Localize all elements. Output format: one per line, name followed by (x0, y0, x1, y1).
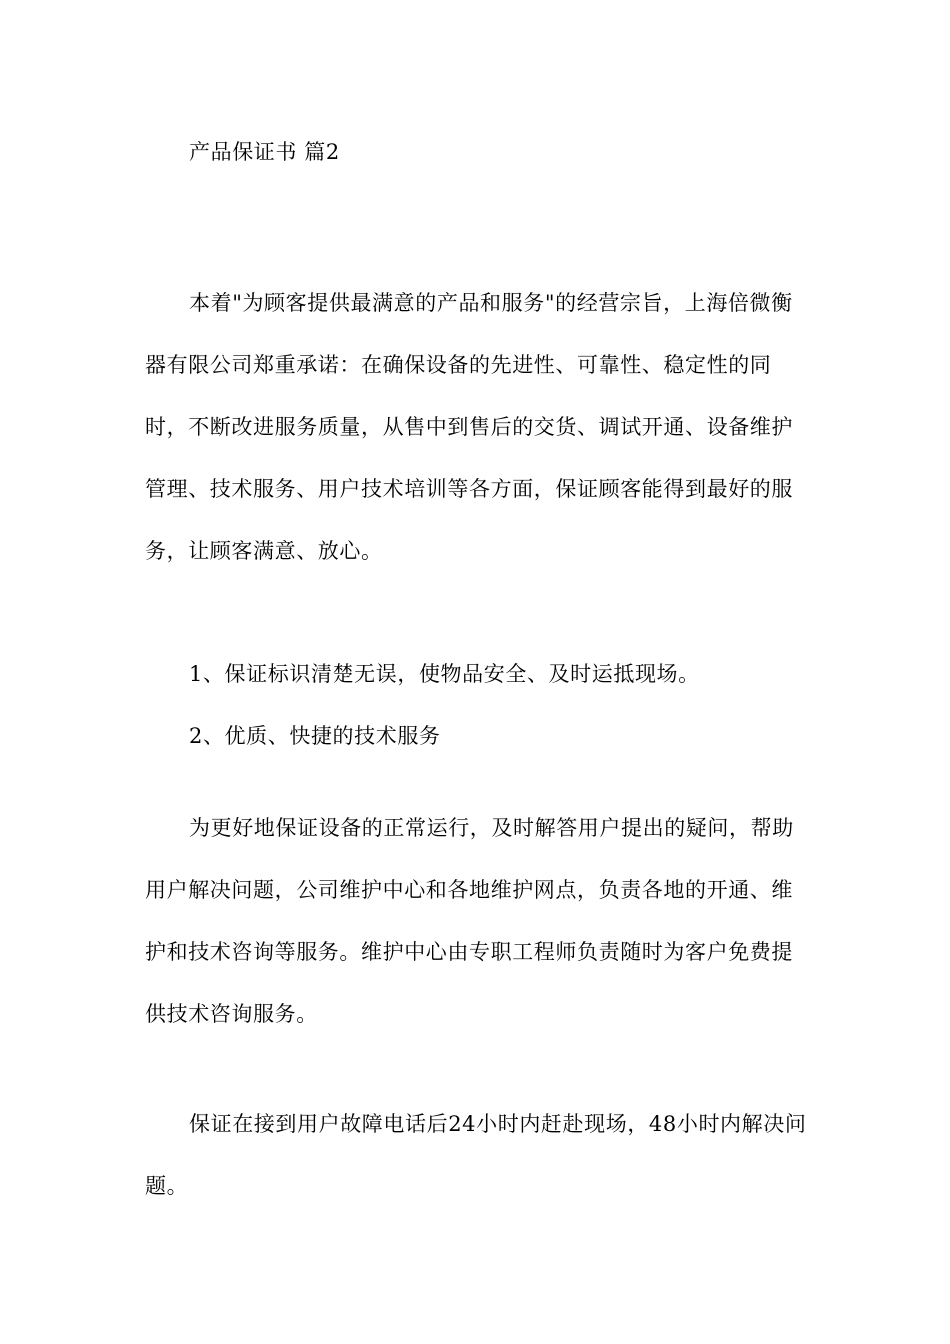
document-heading: 产品保证书 篇2 (189, 140, 340, 164)
paragraph-response-time: 保证在接到用户故障电话后24小时内赶赴现场，48小时内解决问题。 (145, 1112, 807, 1198)
paragraph-commitment: 本着"为顾客提供最满意的产品和服务"的经营宗旨，上海倍微衡器有限公司郑重承诺：在确保设备的先进性、可靠性、稳定性的同时，不断改进服务质量，从售中到售后的交货、调试开通、设备维护管理、技术服务、用户技术培训等各方面，保证顾客能得到最好的服务，让顾客满意、放心。 (145, 291, 793, 563)
paragraph-item-2: 2、优质、快捷的技术服务 (189, 724, 441, 748)
paragraph-service-description: 为更好地保证设备的正常运行，及时解答用户提出的疑问，帮助用户解决问题，公司维护中心和各地维护网点，负责各地的开通、维护和技术咨询等服务。维护中心由专职工程师负责随时为客户免费提供技术咨询服务。 (145, 816, 794, 1026)
paragraph-item-1: 1、保证标识清楚无误，使物品安全、及时运抵现场。 (189, 662, 700, 686)
